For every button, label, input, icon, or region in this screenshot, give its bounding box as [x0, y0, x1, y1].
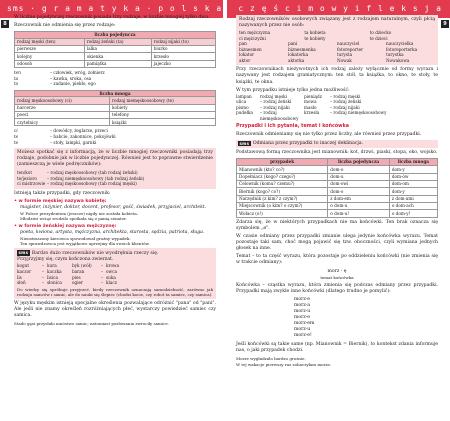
right-p5: Zdarza się, że w niektórych przypadkach nie ma końcówki. Ten brak oznacza się symbolem „ø".	[236, 219, 438, 231]
bullet-examples: magister, inżynier, doktor, docent, profesor, gość, świadek, przyjaciel, architekt.	[20, 205, 207, 211]
table-cell: Biernik (kogo? co?)	[237, 188, 328, 195]
persons-grid-3	[239, 30, 435, 41]
stem-example	[236, 269, 438, 280]
table1-header: rodzaj nijaki (to)	[151, 38, 215, 45]
last-note: Stado gęsi przysłało mnóstwo samic; natomiast posłowania zwrociły samice.	[14, 321, 169, 327]
right-p7: Temat – to ta część wyrazu, która pozostaje po oddzieleniu końcówki (nie zmienia się w trakcie odmiany):	[236, 253, 438, 265]
pair-desc: – rodzaj niemęskoosobowy (tab rodzaj żeński)	[47, 175, 145, 181]
table-header: liczba pojedyncza	[328, 158, 390, 165]
bullet-note: Nieustraszony kierowca spowodował groźny wypadek.	[20, 235, 131, 241]
example-pronoun: ci	[14, 128, 18, 134]
singular-gender-table	[14, 38, 216, 68]
stem-labels: temat końcówka	[320, 275, 354, 281]
dash: –	[100, 263, 104, 269]
table-header: przypadek	[237, 158, 328, 165]
table-cell: dom-y	[389, 166, 437, 173]
table-header: liczba mnoga	[389, 158, 437, 165]
table-cell: odosob	[15, 60, 85, 67]
right-p-ending: Końcówka – cząstka wyrazu, która zmienia się podczas odmiany przez przypadki. Przypadki mają zwykle inne końcówki (dlatego trudno je pomylić):	[236, 283, 438, 295]
stem-word: morz - ę	[327, 268, 347, 274]
grid-word: fotoreporter	[337, 46, 364, 52]
types-intro: Istnieją także przypadki, gdy rzeczownik:	[14, 190, 111, 196]
sms-badge: sms	[18, 250, 29, 256]
table-row	[15, 111, 216, 118]
example-words: – kawka, sroka, osa	[50, 75, 92, 81]
example-pronoun: to	[14, 81, 19, 87]
dash: –	[100, 269, 104, 274]
animal-word: lis	[17, 274, 22, 280]
table-cell: jajeczko	[151, 60, 215, 67]
table-row	[237, 173, 438, 180]
table-cell: z dom-em	[328, 195, 390, 202]
grid-word: ten mężczyzna	[239, 30, 271, 36]
table-cell: Celownik (komu? czemu?)	[237, 180, 328, 187]
left-intro2: Rzeczownik nie odmienia się przez rodzaje:	[14, 23, 116, 29]
grid-word: te kobiety	[304, 35, 326, 41]
table-cell: dom-ów	[389, 173, 437, 180]
table-cell: dom-o	[328, 188, 390, 195]
table-cell: pamiątka	[84, 60, 151, 67]
pair-word: ulica	[236, 99, 247, 105]
right-p8: Jeśli końcówki są takie same (np. Mianownik = Biernik), to kontekst zdania informuje nas, o jaki przypadek chodzi.	[236, 342, 438, 354]
grid-word: Nowakowa	[386, 57, 410, 63]
table-cell: okienka	[84, 53, 151, 60]
right-ex1: Morze wygładzało bardzo grożnie.	[236, 356, 306, 362]
sms-box-animals	[14, 248, 216, 299]
table-cell: Wołacz (o!)	[237, 210, 328, 217]
sms-box-declension	[236, 140, 438, 148]
right-p1: Przy rzeczownikach nieżywotnych ich rodzaj zależy wyłącznie od formy wyrazu i nazywany jest rodzajem gramatycznym: ten stół, ta książka, to okno, te stoły, te książki, te okna.	[236, 67, 438, 85]
list-item: morz-a	[294, 303, 311, 309]
right-column	[236, 15, 438, 369]
animal-word: krowa	[106, 263, 120, 269]
info-box-text: Możesz spotkać się z informacją, że w liczbie mnogiej rzeczowniki posiadają trzy rodzaje, podobnie jak w liczbie pojedynczej. Również jest to poprawne stwierdzenie (zamieszczą je wiele podręczników):	[17, 150, 213, 168]
bullet-icon: •	[14, 199, 19, 205]
pair-word: krzesła	[304, 110, 320, 116]
gender-persons-box	[236, 15, 438, 65]
table-cell: Narzędnik (z kim? z czym?)	[237, 195, 328, 202]
animal-grid	[17, 263, 213, 285]
table-cell: kolejny	[15, 53, 85, 60]
table2-header: rodzaj niemęskoosobowy (te)	[109, 97, 215, 104]
table-cell: dom-u	[328, 173, 390, 180]
right-p4: Podstawową formą rzeczownika jest mianownik: kot, drzwi, piaski, stopa, oko, wojsko.	[236, 149, 438, 155]
table1-caption: liczba pojedyncza	[14, 31, 216, 38]
example-pronoun: te	[14, 134, 19, 140]
list-item: morz-u	[294, 309, 311, 315]
sms-note: Do wiedzy się spróbuje przyjrzeć, kiedy rzeczownik oznaczają samodzielność, zarówno jak rodzaju samców i samic, ale do nauki się ślepiec (chodzi kocie, czy robot ta samiec, czy samica).	[17, 286, 213, 297]
example-words: – zadanie, piekło, ego	[50, 81, 96, 87]
table1-header: rodzaj żeński (ta)	[84, 38, 151, 45]
pair-desc: – rodzaj męskoosobowy (tab rodzaj żeński)	[47, 170, 138, 176]
pair-word: pudełka	[236, 110, 253, 116]
table-cell: kobiety	[109, 104, 215, 111]
bullet-title: w formie męskiej nazywa kobietę:	[18, 199, 107, 205]
dash: –	[100, 280, 104, 286]
table-cell: dom-o	[328, 166, 390, 173]
grid-word: nauczycielka	[386, 41, 414, 47]
pair-word: masło	[304, 104, 317, 110]
examples1	[14, 70, 216, 87]
left-column	[14, 15, 216, 329]
example-words: – człowiek, wróg, żołnierz	[50, 69, 105, 75]
list-item: morz-em	[294, 321, 315, 327]
table1-header: rodzaj męski (ten)	[15, 38, 85, 45]
example-pronoun: ta	[14, 75, 19, 81]
table-row	[237, 188, 438, 195]
grid-word: turysta	[337, 52, 353, 58]
animal-word: kura	[47, 263, 57, 269]
table-row	[15, 119, 216, 126]
pair-word: ci mistrzowie	[17, 181, 46, 187]
table-cell: czytelnicy	[15, 119, 110, 126]
table-row	[15, 46, 216, 53]
right-header-title: c z ę ś c i m o w y i f l e k s j a	[238, 3, 442, 13]
list-item: morz-e!	[294, 333, 312, 339]
table-cell: Mianownik (kto? co?)	[237, 166, 328, 173]
dash: –	[100, 274, 104, 280]
table-row	[237, 166, 438, 173]
table-cell: o dom-y!	[389, 210, 437, 217]
right-p2: W tym przypadku istnieje tylko jedna możliwość:	[236, 87, 350, 93]
table-cell: harcerze	[15, 104, 110, 111]
table-row	[237, 210, 438, 217]
example-pronoun: ten	[14, 69, 21, 75]
grid-word: lokatorka	[288, 52, 309, 58]
plural-gender-table	[14, 96, 216, 126]
persons-grid-4	[239, 41, 435, 63]
table-cell: dom-owi	[328, 180, 390, 187]
animal-word: kaczor	[17, 269, 32, 274]
animal-word: owca	[106, 269, 117, 274]
sms-text: Odmiana przez przypadki to inaczej deklinacja.	[252, 140, 364, 146]
pair-word: pieniądz	[304, 93, 322, 99]
animal-word: kogut	[17, 263, 30, 269]
table-cell: Miejscownik (o kim? o czym?)	[237, 202, 328, 209]
animal-word: suka	[106, 274, 116, 280]
pair-desc: – rodzaj męskoosobowy (tab rodzaj męski)	[47, 181, 137, 187]
grid-word: pan	[239, 41, 247, 47]
table-cell: dom-om	[389, 180, 437, 187]
endings-list	[294, 297, 438, 339]
pair-desc: – rodzaj męski	[330, 93, 361, 99]
info-box	[14, 148, 216, 189]
animal-word: klacz	[106, 280, 117, 286]
grid-word: ci mężczyźni	[239, 35, 266, 41]
table-cell: o dom-ach	[389, 202, 437, 209]
table-cell: lalka	[84, 46, 151, 53]
table-cell: poeci	[15, 111, 110, 118]
grid-word: pani	[288, 41, 298, 47]
grid-word: turystka	[386, 52, 404, 58]
example-pronoun: te	[14, 139, 19, 145]
table2-caption: liczba mnoga	[14, 90, 216, 97]
sms-intro: Przyjrzyjmy się, czym kończona zwierzat.	[17, 257, 114, 263]
list-item: morz-e	[294, 315, 311, 321]
last-paragraph: W języku męskim istnieją specjalne określenia pozwalające odróżnić "pana" od "pani". Ale jeśli nie znamy określeń rozróżniających płeć, wystarczy powiedzieć samiec czy samica.	[14, 301, 216, 319]
grid-word: biznesmen	[239, 46, 262, 52]
dash: –	[41, 274, 45, 280]
table-row	[237, 195, 438, 202]
section-heading-cases: Przypadki i ich pytania, temat i końcówka	[236, 124, 350, 130]
bullet-title: w formie żeńskiej nazywa mężczyznę:	[18, 223, 117, 229]
right-p6: W czasie odmiany przez przypadki zmianie ulega jedynie końcówka wyrazu. Temat pozostaje taki sam, choć mogą pojawić się tzw. oboczności, czyli wymiana jednych głosek na inne.	[236, 233, 438, 251]
info-box-pairs	[17, 170, 213, 187]
pair-word: lampan	[236, 93, 252, 99]
bullet-note: W Polsce prezydentem (jeszcze) nigdy nie została kobieta.	[20, 211, 138, 217]
pair-word: pismo	[236, 104, 249, 110]
grid-word: nauczyciel	[337, 41, 360, 47]
left-page-number: 8	[1, 20, 9, 28]
animal-word: byk (wół)	[72, 263, 92, 269]
table-cell: dom-y	[389, 188, 437, 195]
animal-word: lisica	[47, 274, 59, 280]
right-p3: Rzeczownik odmieniamy się nie tylko przez liczby, ale również przez przypadki.	[236, 131, 422, 137]
animal-word: baran	[72, 269, 85, 274]
bullet-note: Młodzież wciąż srodzilo spotkała się z panią senator.	[20, 216, 127, 222]
table-row	[237, 202, 438, 209]
pair-desc: – rodzaj niemęskoosobowy	[330, 110, 387, 116]
box-text: Rodzaj rzeczowników osobowych związany jest z rodzajem naturalnym, czyli płcią nazywanych przez nie osób:	[239, 17, 435, 29]
grid-word: biznesmenka	[288, 46, 316, 52]
examples2	[14, 128, 216, 145]
bullet-examples: poeta, kwiona, artysta, mężczyzna, architekta, starosta, sędzia, patriota, sługa.	[20, 229, 205, 235]
grid-word: ta kobieta	[304, 30, 326, 36]
pair-desc: – rodzaj żeński	[260, 99, 292, 105]
grid-word: te dzieci	[369, 35, 388, 41]
pair-desc: – rodzaj nijaki	[330, 104, 360, 110]
pair-desc: – rodzaj żeński	[330, 99, 362, 105]
example-words: – stoły, lampki, garnki	[50, 139, 97, 145]
table-cell: o dom-u	[328, 202, 390, 209]
table-cell: o dom-u!	[328, 210, 390, 217]
table-cell: telefony	[109, 111, 215, 118]
grid-word: Nowak	[337, 57, 352, 63]
left-intro: W liczbie pojedynczej rzeczownik posiada trzy rodzaje, w liczbie mnogiej tylko dwa.	[14, 15, 210, 20]
grid-word: aktor	[239, 57, 251, 63]
animal-word: słoń	[17, 280, 26, 286]
example-words: – babcie, zakonnice, pokojówki	[50, 134, 116, 140]
table-cell: pierwsze	[15, 46, 85, 53]
table-cell: książki	[109, 119, 215, 126]
table-cell: z dom-ami	[389, 195, 437, 202]
dash: –	[41, 280, 45, 286]
list-item: morz-u	[294, 327, 311, 333]
animal-word: pies	[72, 274, 81, 280]
grid-word: aktorka	[288, 57, 305, 63]
right-page-number: 9	[441, 20, 449, 28]
grid-word: fotoreporterka	[386, 46, 418, 52]
table2-header: rodzaj męskoosobowy (ci)	[15, 97, 110, 104]
table-row	[15, 53, 216, 60]
table-row	[237, 180, 438, 187]
dash: –	[41, 263, 45, 269]
table-row	[15, 104, 216, 111]
bullet-icon: •	[14, 223, 19, 229]
animal-word: ogier	[72, 280, 84, 286]
pair-word: ten/kot	[17, 170, 33, 176]
grid-word: lokator	[239, 52, 255, 58]
sms-title: Bardzo dużo rzeczowników nie wyodrębnia rzeczy się.	[31, 251, 159, 257]
table-cell: krzesło	[151, 53, 215, 60]
pair-word: mowa	[304, 99, 317, 105]
table-cell: Dopełniacz (kogo? czego?)	[237, 173, 328, 180]
pair-desc: – rodzaj niemęskoosobowy	[260, 110, 299, 121]
bullet-note: Ten sprawdzowca jest wyjątkowo uprzejmy dla swoich klientów.	[20, 241, 150, 247]
animal-word: słonica	[47, 280, 62, 286]
right-ex2: W tej wakacje pierwszy raz zobaczyłam morze.	[236, 361, 332, 367]
dash: –	[41, 269, 45, 274]
sms-badge: sms	[239, 141, 250, 147]
left-header-title: sms · g r a m a t y k a · p o l s k a	[7, 3, 223, 13]
list-item: morz-e	[294, 297, 311, 303]
gender-pairs	[236, 94, 438, 122]
example-words: – dowódcy, żeglarze, przeci	[50, 128, 108, 134]
pair-desc: rodzaj męski	[260, 93, 288, 99]
declension-table	[236, 158, 438, 218]
pair-desc: – rodzaj nijaki	[260, 104, 290, 110]
table-row	[15, 60, 216, 67]
animal-word: kaczka	[47, 269, 62, 274]
pair-word: te/jezioro	[17, 175, 37, 181]
table-cell: biurko	[151, 46, 215, 53]
grid-word: to dziecko	[369, 30, 392, 36]
